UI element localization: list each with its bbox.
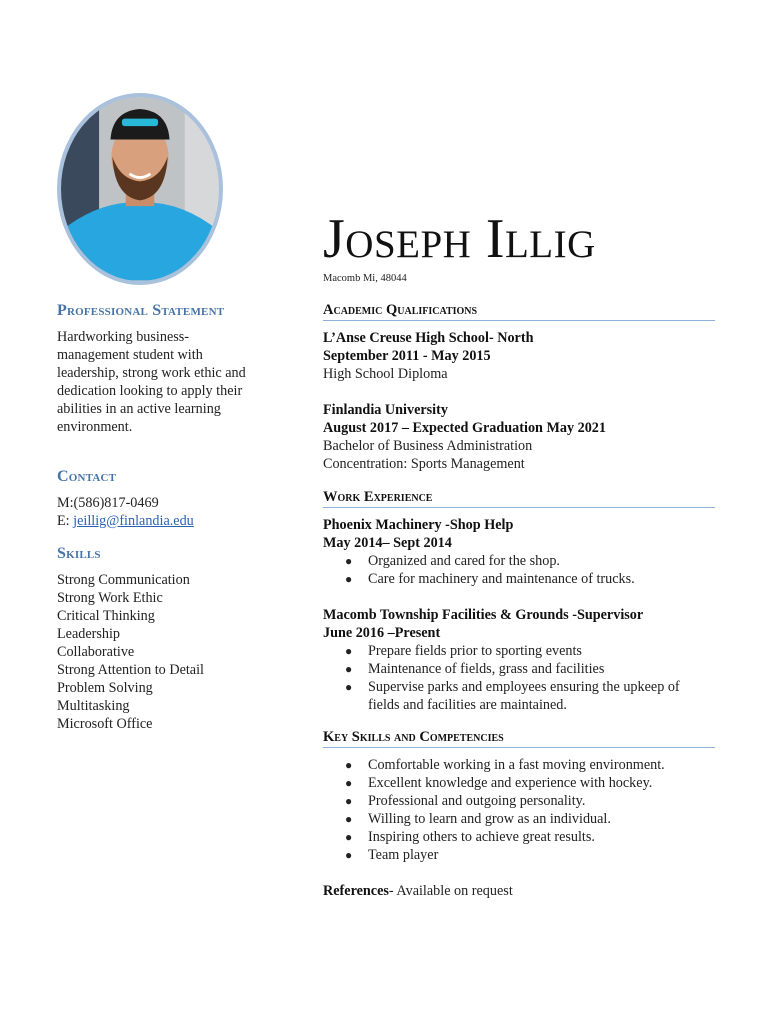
professional-statement-section [57,302,272,436]
skill-item: Strong Work Ethic [57,590,163,606]
job-employer: Phoenix Machinery -Shop Help [323,517,514,533]
school-detail: High School Diploma [323,366,448,382]
academic-title: Academic Qualifications [323,302,715,321]
skill-item: Critical Thinking [57,608,155,624]
job-employer: Macomb Township Facilities & Grounds -Supervisor [323,607,644,623]
bullet-icon: ● [345,644,353,658]
work-title: Work Experience [323,489,715,508]
skill-item: Collaborative [57,644,135,660]
statement-line: dedication looking to apply their [57,383,243,399]
candidate-address: Macomb Mi, 48044 [323,273,407,284]
academic-section [323,302,715,473]
job-bullet: ● Maintenance of fields, grass and facilities [345,661,605,677]
statement-line: environment. [57,419,133,435]
skill-item: Problem Solving [57,680,153,696]
key-skill-item: ● Excellent knowledge and experience with hockey. [345,775,653,791]
job-dates: June 2016 –Present [323,625,441,641]
skill-item: Leadership [57,626,121,642]
bullet-icon: ● [345,848,353,862]
skills-section [57,545,272,733]
school-name: Finlandia University [323,402,448,418]
skill-item: Strong Attention to Detail [57,662,204,678]
profile-photo-image [61,97,219,281]
work-section [323,489,715,714]
candidate-name: Joseph Illig [323,208,596,270]
references-text: - Available on request [388,883,513,899]
key-skill-item: ● Team player [345,847,439,863]
contact-email-row [57,512,272,530]
school-detail: Bachelor of Business Administration [323,438,533,454]
school-name: L’Anse Creuse High School- North [323,330,534,346]
skill-item: Multitasking [57,698,130,714]
statement-line: management student with [57,347,203,363]
statement-line: leadership, strong work ethic and [57,365,246,381]
professional-statement-title: Professional Statement [57,302,225,319]
contact-phone: M:(586)817-0469 [57,495,159,511]
job-bullet: ● Organized and cared for the shop. [345,553,560,569]
job-bullet: ● Care for machinery and maintenance of trucks. [345,571,635,587]
professional-statement-text [57,328,272,436]
job-bullet-continuation: fields and facilities are maintained. [368,697,567,713]
job-entry [323,606,715,714]
contact-title: Contact [57,468,117,485]
skill-item: Strong Communication [57,572,190,588]
bullet-icon: ● [345,554,353,568]
bullet-icon: ● [345,662,353,676]
profile-photo [57,93,223,285]
key-skills-title: Key Skills and Competencies [323,729,715,748]
contact-section [57,468,272,530]
bullet-icon: ● [345,776,353,790]
key-skills-section [323,729,715,864]
skill-item: Microsoft Office [57,716,153,732]
statement-line: Hardworking business- [57,329,190,345]
academic-entry [323,401,715,473]
key-skill-item: ● Inspiring others to achieve great results. [345,829,595,845]
key-skills-list [323,756,715,864]
skills-title: Skills [57,545,101,562]
key-skill-item: ● Willing to learn and grow as an individual. [345,811,611,827]
email-link[interactable]: jeillig@finlandia.edu [73,513,194,529]
job-bullet: ● Supervise parks and employees ensuring the upkeep of [345,679,680,695]
bullet-icon: ● [345,830,353,844]
job-bullets [323,552,715,588]
job-dates: May 2014– Sept 2014 [323,535,452,551]
bullet-icon: ● [345,812,353,826]
school-dates: August 2017 – Expected Graduation May 2021 [323,420,606,436]
job-entry [323,516,715,588]
job-bullet: ● Prepare fields prior to sporting events [345,643,582,659]
school-dates: September 2011 - May 2015 [323,348,491,364]
key-skill-item: ● Comfortable working in a fast moving environment. [345,757,665,773]
email-prefix: E: [57,513,74,529]
statement-line: abilities in an active learning [57,401,221,417]
references-line [323,882,715,900]
school-detail: Concentration: Sports Management [323,456,525,472]
references-label: References [323,883,389,899]
bullet-icon: ● [345,758,353,772]
academic-entry [323,329,715,383]
job-bullets [323,642,715,714]
key-skill-item: ● Professional and outgoing personality. [345,793,586,809]
bullet-icon: ● [345,794,353,808]
bullet-icon: ● [345,572,353,586]
bullet-icon: ● [345,680,353,694]
